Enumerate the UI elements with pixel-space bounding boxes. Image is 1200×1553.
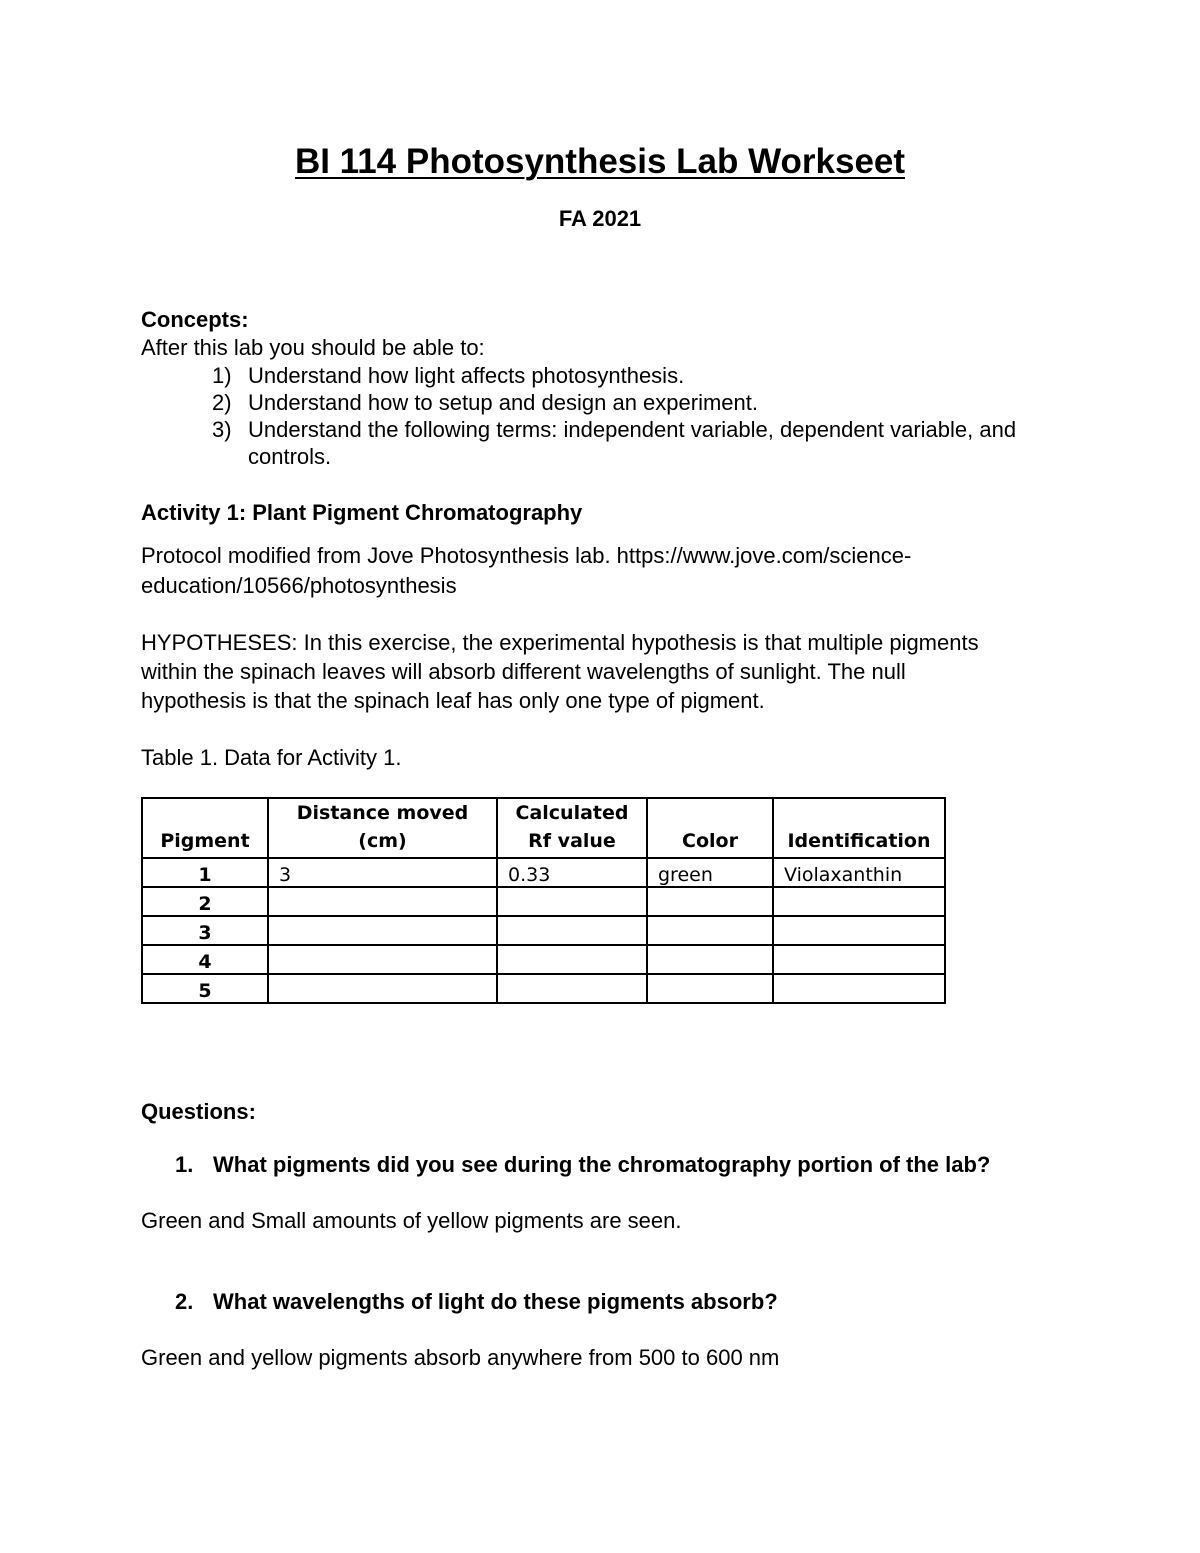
cell-rf xyxy=(497,974,647,1003)
list-item-text: Understand the following terms: independent variable, dependent variable, and controls. xyxy=(248,417,1017,469)
header-rf-line-1: Calculated xyxy=(515,802,629,824)
answer-1: Green and Small amounts of yellow pigments are seen. xyxy=(141,1208,682,1233)
data-table xyxy=(141,797,946,1004)
question-number: 2. xyxy=(175,1289,194,1314)
protocol-line-1: Protocol modified from Jove Photosynthesis lab. https://www.jove.com/science- xyxy=(141,543,912,568)
cell-pigment: 5 xyxy=(142,974,268,1003)
cell-pigment: 1 xyxy=(142,858,268,887)
cell-color xyxy=(647,974,773,1003)
table-row xyxy=(142,945,945,974)
cell-identification xyxy=(773,887,945,916)
cell-pigment: 4 xyxy=(142,945,268,974)
cell-identification xyxy=(773,916,945,945)
table-row xyxy=(142,858,945,887)
table-header-row xyxy=(142,798,945,858)
concepts-heading: Concepts: xyxy=(141,307,249,332)
cell-rf: 0.33 xyxy=(497,858,647,887)
table-row xyxy=(142,974,945,1003)
answer-2: Green and yellow pigments absorb anywhere from 500 to 600 nm xyxy=(141,1345,780,1370)
concepts-list xyxy=(178,362,1058,470)
header-pigment: Pigment xyxy=(142,798,268,858)
header-rf-value xyxy=(497,798,647,858)
protocol-line-2: education/10566/photosynthesis xyxy=(141,573,457,598)
header-color: Color xyxy=(647,798,773,858)
table-row xyxy=(142,887,945,916)
table-caption: Table 1. Data for Activity 1. xyxy=(141,745,402,770)
cell-distance xyxy=(268,974,497,1003)
cell-distance: 3 xyxy=(268,858,497,887)
cell-rf xyxy=(497,916,647,945)
header-identification: Identification xyxy=(773,798,945,858)
list-item-number: 3) xyxy=(212,417,232,442)
cell-color xyxy=(647,916,773,945)
questions-heading: Questions: xyxy=(141,1099,256,1124)
hypotheses-line-1: HYPOTHESES: In this exercise, the experimental hypothesis is that multiple pigments xyxy=(141,630,979,655)
cell-color xyxy=(647,887,773,916)
cell-pigment: 3 xyxy=(142,916,268,945)
cell-identification xyxy=(773,974,945,1003)
list-item-text: Understand how light affects photosynthesis. xyxy=(248,363,685,388)
list-item xyxy=(178,389,1058,416)
list-item xyxy=(178,416,1058,470)
cell-identification xyxy=(773,945,945,974)
hypotheses-line-3: hypothesis is that the spinach leaf has only one type of pigment. xyxy=(141,688,765,713)
page-title: BI 114 Photosynthesis Lab Workseet xyxy=(294,142,906,181)
cell-rf xyxy=(497,887,647,916)
cell-distance xyxy=(268,945,497,974)
list-item-number: 1) xyxy=(212,363,232,388)
question-text: What pigments did you see during the chromatography portion of the lab? xyxy=(213,1152,991,1177)
concepts-intro: After this lab you should be able to: xyxy=(141,335,485,360)
question-2 xyxy=(175,1289,778,1315)
header-distance: Distance moved (cm) xyxy=(268,798,497,858)
cell-identification: Violaxanthin xyxy=(773,858,945,887)
list-item xyxy=(178,362,1058,389)
list-item-text: Understand how to setup and design an experiment. xyxy=(248,390,758,415)
question-text: What wavelengths of light do these pigments absorb? xyxy=(213,1289,778,1314)
question-number: 1. xyxy=(175,1152,194,1177)
table-row xyxy=(142,916,945,945)
cell-color xyxy=(647,945,773,974)
header-rf-line-2: Rf value xyxy=(528,830,616,852)
list-item-number: 2) xyxy=(212,390,232,415)
hypotheses-line-2: within the spinach leaves will absorb different wavelengths of sunlight. The null xyxy=(141,659,906,684)
activity-heading: Activity 1: Plant Pigment Chromatography xyxy=(141,500,583,525)
cell-color: green xyxy=(647,858,773,887)
cell-distance xyxy=(268,887,497,916)
question-1 xyxy=(175,1152,990,1178)
cell-rf xyxy=(497,945,647,974)
term-label: FA 2021 xyxy=(558,206,642,231)
cell-distance xyxy=(268,916,497,945)
cell-pigment: 2 xyxy=(142,887,268,916)
